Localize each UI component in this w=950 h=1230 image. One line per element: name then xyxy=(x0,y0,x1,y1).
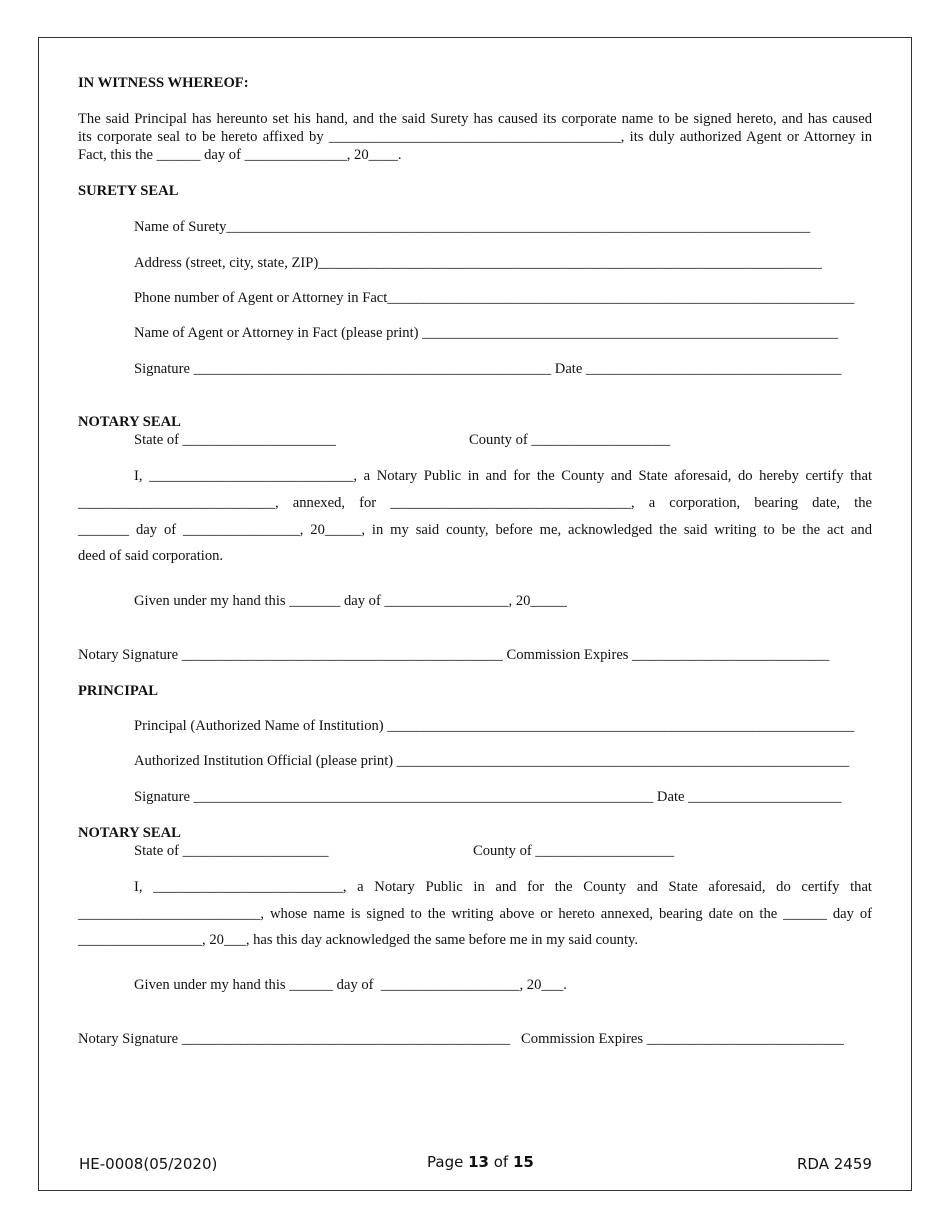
surety-name-field[interactable]: Name of Surety________________________________________________________________________________ xyxy=(134,219,811,235)
notary2-line3[interactable]: _________________, 20___, has this day acknowledged the same before me in my said county. xyxy=(78,932,638,948)
surety-agent-name-field[interactable]: Name of Agent or Attorney in Fact (please print) _________________________________________________________ xyxy=(134,325,839,341)
footer-rda: RDA 2459 xyxy=(797,1155,872,1173)
notary2-county-field[interactable]: County of ___________________ xyxy=(473,843,675,859)
notary1-given-field[interactable]: Given under my hand this _______ day of _________________, 20_____ xyxy=(134,593,567,609)
principal-name-field[interactable]: Principal (Authorized Name of Institution) ________________________________________________________________ xyxy=(134,718,855,734)
notary2-line1[interactable]: I, __________________________, a Notary Public in and for the County and State aforesaid, do certify that xyxy=(134,879,872,895)
witness-para-line3: Fact, this the ______ day of ______________, 20____. xyxy=(78,147,402,163)
witness-para-line2: its corporate seal to be hereto affixed by ________________________________________, its duly authorized Agent or Attorney in xyxy=(78,129,872,145)
notary1-line3[interactable]: _______ day of ________________, 20_____, in my said county, before me, acknowledged the said writing to be the act and xyxy=(78,522,872,538)
surety-signature-field[interactable]: Signature _________________________________________________ Date ___________________________________ xyxy=(134,361,842,377)
notary2-heading: NOTARY SEAL xyxy=(78,825,181,841)
page-border xyxy=(38,37,912,1191)
footer-form-id: HE-0008(05/2020) xyxy=(79,1155,218,1173)
surety-phone-field[interactable]: Phone number of Agent or Attorney in Fact________________________________________________________________ xyxy=(134,290,855,306)
notary1-county-field[interactable]: County of ___________________ xyxy=(469,432,671,448)
notary2-given-field[interactable]: Given under my hand this ______ day of ___________________, 20___. xyxy=(134,977,567,993)
notary1-heading: NOTARY SEAL xyxy=(78,414,181,430)
principal-signature-field[interactable]: Signature _______________________________________________________________ Date _____________________ xyxy=(134,789,842,805)
notary1-signature-field[interactable]: Notary Signature ____________________________________________ Commission Expires ___________________________ xyxy=(78,647,830,663)
page-current: 13 xyxy=(468,1153,489,1171)
notary2-signature-field[interactable]: Notary Signature _____________________________________________ Commission Expires ___________________________ xyxy=(78,1031,844,1047)
notary1-line1[interactable]: I, ____________________________, a Notary Public in and for the County and State aforesaid, do hereby certify that xyxy=(134,468,872,484)
surety-address-field[interactable]: Address (street, city, state, ZIP)_____________________________________________________________________ xyxy=(134,255,822,271)
notary1-line4: deed of said corporation. xyxy=(78,548,224,564)
notary1-line2[interactable]: ___________________________, annexed, for _________________________________, a corporation, bearing date, the xyxy=(78,495,872,511)
page-word: Page xyxy=(427,1153,469,1171)
witness-heading: IN WITNESS WHEREOF: xyxy=(78,75,249,91)
notary2-state-field[interactable]: State of ____________________ xyxy=(134,843,329,859)
surety-heading: SURETY SEAL xyxy=(78,183,179,199)
principal-official-field[interactable]: Authorized Institution Official (please print) ______________________________________________________________ xyxy=(134,753,850,769)
notary2-line2[interactable]: _________________________, whose name is signed to the writing above or hereto annexed, bearing date on the ______ day of xyxy=(78,906,872,922)
notary1-state-field[interactable]: State of _____________________ xyxy=(134,432,336,448)
of-word: of xyxy=(488,1153,513,1171)
principal-heading: PRINCIPAL xyxy=(78,683,158,699)
footer-page-number xyxy=(427,1152,534,1172)
page-total: 15 xyxy=(512,1153,534,1171)
witness-para-line1: The said Principal has hereunto set his hand, and the said Surety has caused its corporate name to be signed hereto, and has caused xyxy=(78,111,872,127)
